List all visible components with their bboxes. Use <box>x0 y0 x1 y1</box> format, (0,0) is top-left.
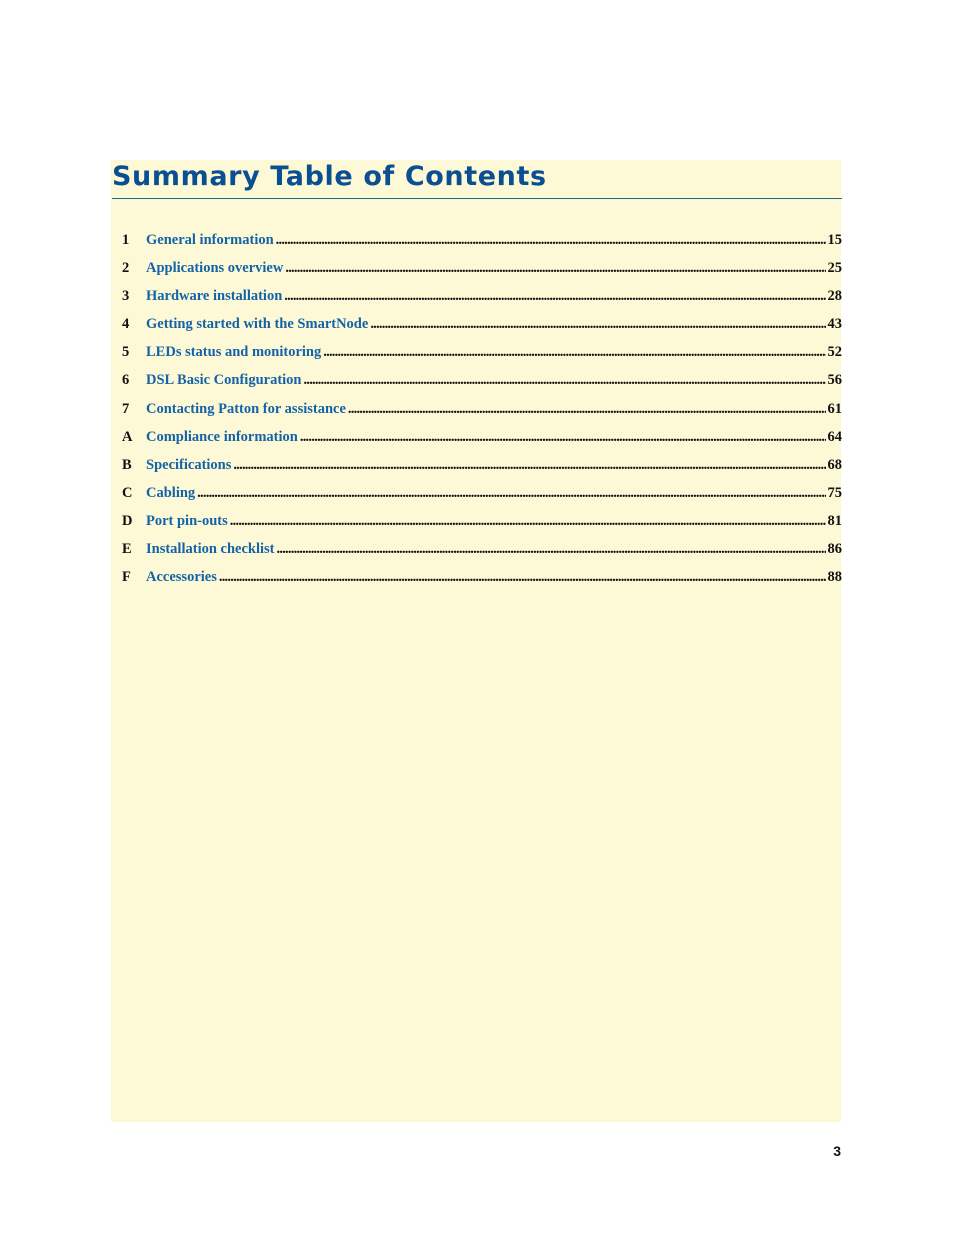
toc-entry-page[interactable]: 86 <box>827 541 842 558</box>
toc-entry-link[interactable]: Cabling <box>146 484 196 501</box>
toc-entry-link[interactable]: Getting started with the SmartNode <box>146 316 369 333</box>
toc-dot-leader <box>233 457 825 474</box>
toc-entry-number: 3 <box>122 288 130 305</box>
toc-entry[interactable] <box>122 457 842 485</box>
toc-entry-link[interactable]: General information <box>146 232 274 248</box>
toc-dot-leader <box>284 288 825 305</box>
toc-entry-page[interactable]: 28 <box>827 288 842 305</box>
toc-entry-number: 5 <box>122 344 130 361</box>
toc-entry-page[interactable]: 68 <box>827 456 842 473</box>
toc-entry-number: 4 <box>122 316 130 333</box>
toc-entry-number: F <box>122 569 131 586</box>
toc-entry-page[interactable]: 64 <box>827 428 842 445</box>
toc-entry-page[interactable]: 15 <box>827 232 842 248</box>
toc-entry-page[interactable]: 25 <box>827 260 842 277</box>
toc-entry-page[interactable]: 43 <box>827 316 842 333</box>
toc-entry-number: 6 <box>122 372 130 389</box>
toc-dot-leader <box>285 260 825 277</box>
toc-entry-page[interactable]: 75 <box>827 484 842 501</box>
toc-entry-page[interactable]: 81 <box>827 512 842 529</box>
toc-entry-number: A <box>122 428 133 445</box>
toc-entry-number: 7 <box>122 400 130 417</box>
toc-dot-leader <box>348 401 826 418</box>
toc-entry-link[interactable]: Specifications <box>146 456 232 473</box>
toc-entry-number: D <box>122 512 133 529</box>
toc-entry-number: 1 <box>122 232 130 248</box>
toc-entry-number: 2 <box>122 260 130 277</box>
toc-entry[interactable] <box>122 541 842 569</box>
toc-entry-number: E <box>122 541 132 558</box>
toc-entry[interactable] <box>122 569 842 597</box>
toc-dot-leader <box>370 316 825 333</box>
toc-entry[interactable] <box>122 288 842 316</box>
toc-entry-page[interactable]: 56 <box>827 372 842 389</box>
toc-dot-leader <box>300 429 826 446</box>
toc-entry[interactable] <box>122 485 842 513</box>
toc-dot-leader <box>219 569 826 586</box>
toc-list <box>122 232 842 597</box>
toc-entry-link[interactable]: Port pin-outs <box>146 512 228 529</box>
toc-entry-page[interactable]: 61 <box>827 400 842 417</box>
toc-entry-link[interactable]: Hardware installation <box>146 288 283 305</box>
toc-entry-page[interactable]: 88 <box>827 569 842 586</box>
toc-dot-leader <box>323 344 825 361</box>
toc-entry[interactable] <box>122 316 842 344</box>
page-number: 3 <box>833 1143 841 1159</box>
toc-entry[interactable] <box>122 401 842 429</box>
toc-entry-number: B <box>122 456 132 473</box>
toc-dot-leader <box>197 485 825 502</box>
toc-dot-leader <box>277 541 826 558</box>
toc-dot-leader <box>304 372 826 389</box>
page-title: Summary Table of Contents <box>112 161 547 192</box>
toc-entry-link[interactable]: Contacting Patton for assistance <box>146 400 346 417</box>
toc-dot-leader <box>276 232 826 249</box>
toc-entry[interactable] <box>122 372 842 400</box>
toc-entry[interactable] <box>122 232 842 260</box>
toc-entry[interactable] <box>122 344 842 372</box>
toc-dot-leader <box>230 513 826 530</box>
toc-entry-page[interactable]: 52 <box>827 344 842 361</box>
toc-entry-link[interactable]: Compliance information <box>146 428 298 445</box>
title-divider <box>112 198 842 199</box>
toc-entry-link[interactable]: DSL Basic Configuration <box>146 372 302 389</box>
toc-entry-number: C <box>122 484 133 501</box>
toc-entry-link[interactable]: LEDs status and monitoring <box>146 344 322 361</box>
toc-entry[interactable] <box>122 513 842 541</box>
toc-entry[interactable] <box>122 260 842 288</box>
toc-entry-link[interactable]: Applications overview <box>146 260 284 277</box>
toc-entry-link[interactable]: Accessories <box>146 569 217 586</box>
toc-entry[interactable] <box>122 429 842 457</box>
toc-entry-link[interactable]: Installation checklist <box>146 541 275 558</box>
